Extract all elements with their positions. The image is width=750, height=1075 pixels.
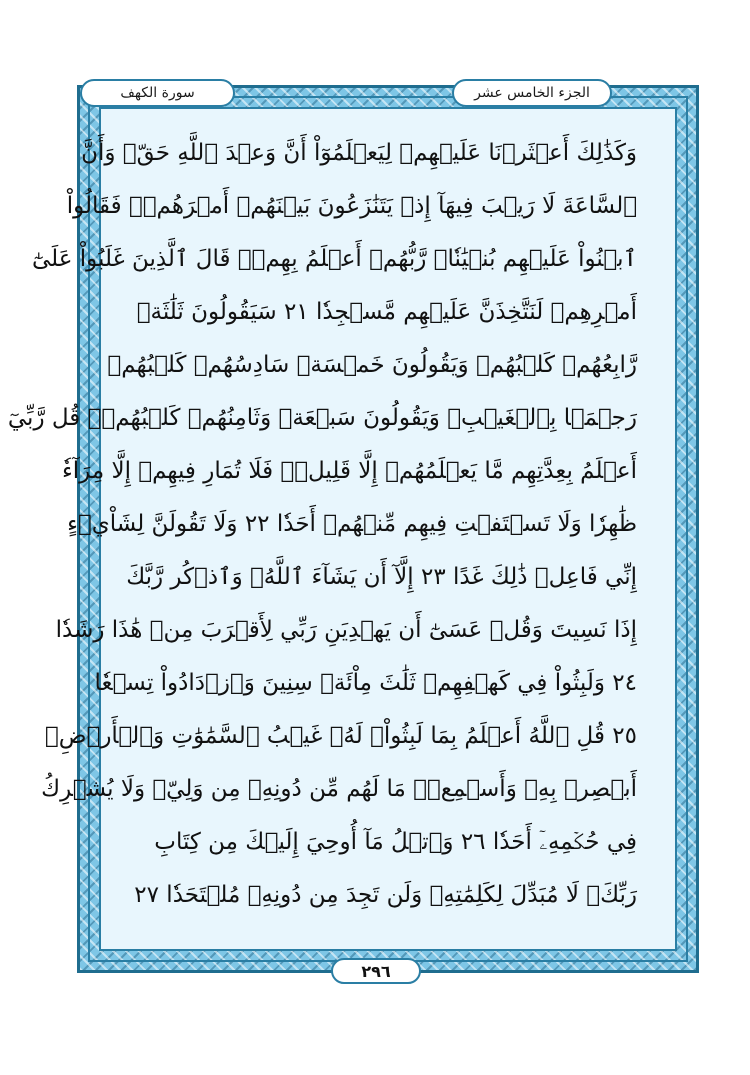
verse-line: وَكَذَٰلِكَ أَعۡثَرۡنَا عَلَيۡهِمۡ لِيَعۡلَمُوٓاْ أَنَّ وَعۡدَ ٱللَّهِ حَقّٞ وَأَنَّ (81, 140, 637, 166)
verse-line: رَّابِعُهُمۡ كَلۡبُهُمۡ وَيَقُولُونَ خَمۡسَةٞ سَادِسُهُمۡ كَلۡبُهُمۡ (107, 352, 637, 378)
verse-line: فِي حُكۡمِهِۦٓ أَحَدٗا ٢٦ وَٱتۡلُ مَآ أُوحِيَ إِلَيۡكَ مِن كِتَابِ (154, 829, 637, 855)
verse-line: ٢٤ وَلَبِثُواْ فِي كَهۡفِهِمۡ ثَلَٰثَ مِاْئَةٖ سِنِينَ وَٱزۡدَادُواْ تِسۡعٗا (94, 670, 637, 696)
surah-name-cartouche (80, 79, 235, 107)
verse-line: أَمۡرِهِمۡ لَنَتَّخِذَنَّ عَلَيۡهِم مَّسۡجِدٗا ٢١ سَيَقُولُونَ ثَلَٰثَةٞ (136, 299, 637, 325)
verse-line: رَجۡمَۢا بِٱلۡغَيۡبِۖ وَيَقُولُونَ سَبۡعَةٞ وَثَامِنُهُمۡ كَلۡبُهُمۡۚ قُل رَّبِّيٓ (7, 405, 637, 431)
verse-lines (7, 125, 637, 925)
surah-name: سورة الكهف (120, 85, 195, 101)
verse-line: إِنِّي فَاعِلٞ ذَٰلِكَ غَدًا ٢٣ إِلَّآ أَن يَشَآءَ ٱللَّهُۚ وَٱذۡكُر رَّبَّكَ (126, 564, 637, 590)
page-number: ٢٩٦ (361, 961, 391, 981)
verse-line: ظَٰهِرٗا وَلَا تَسۡتَفۡتِ فِيهِم مِّنۡهُمۡ أَحَدٗا ٢٢ وَلَا تَقُولَنَّ لِشَاْيۡءٍ (67, 511, 637, 537)
verse-line: ٱبۡنُواْ عَلَيۡهِم بُنۡيَٰنٗاۖ رَّبُّهُمۡ أَعۡلَمُ بِهِمۡۚ قَالَ ٱلَّذِينَ غَلَبُواْ عَلَىٰٓ (31, 246, 637, 272)
verse-line: إِذَا نَسِيتَ وَقُلۡ عَسَىٰٓ أَن يَهۡدِيَنِ رَبِّي لِأَقۡرَبَ مِنۡ هَٰذَا رَشَدٗا (55, 617, 637, 643)
verse-line: أَبۡصِرۡ بِهِۦ وَأَسۡمِعۡۚ مَا لَهُم مِّن دُونِهِۦ مِن وَلِيّٖ وَلَا يُشۡرِكُ (41, 776, 637, 802)
verse-line: رَبِّكَۖ لَا مُبَدِّلَ لِكَلِمَٰتِهِۦ وَلَن تَجِدَ مِن دُونِهِۦ مُلۡتَحَدٗا ٢٧ (134, 882, 637, 908)
verse-line: أَعۡلَمُ بِعِدَّتِهِم مَّا يَعۡلَمُهُمۡ إِلَّا قَلِيلٞۗ فَلَا تُمَارِ فِيهِمۡ إِلَّا مِرَآءٗ (61, 458, 637, 484)
juz-name: الجزء الخامس عشر (474, 85, 590, 101)
juz-name-cartouche (452, 79, 612, 107)
verse-line: ٱلسَّاعَةَ لَا رَيۡبَ فِيهَآ إِذۡ يَتَنَٰزَعُونَ بَيۡنَهُمۡ أَمۡرَهُمۡۖ فَقَالُواْ (66, 193, 637, 219)
page-number-badge (331, 958, 421, 984)
verse-line: ٢٥ قُلِ ٱللَّهُ أَعۡلَمُ بِمَا لَبِثُواْۖ لَهُۥ غَيۡبُ ٱلسَّمَٰوَٰتِ وَٱلۡأَرۡضِۖ (44, 723, 637, 749)
